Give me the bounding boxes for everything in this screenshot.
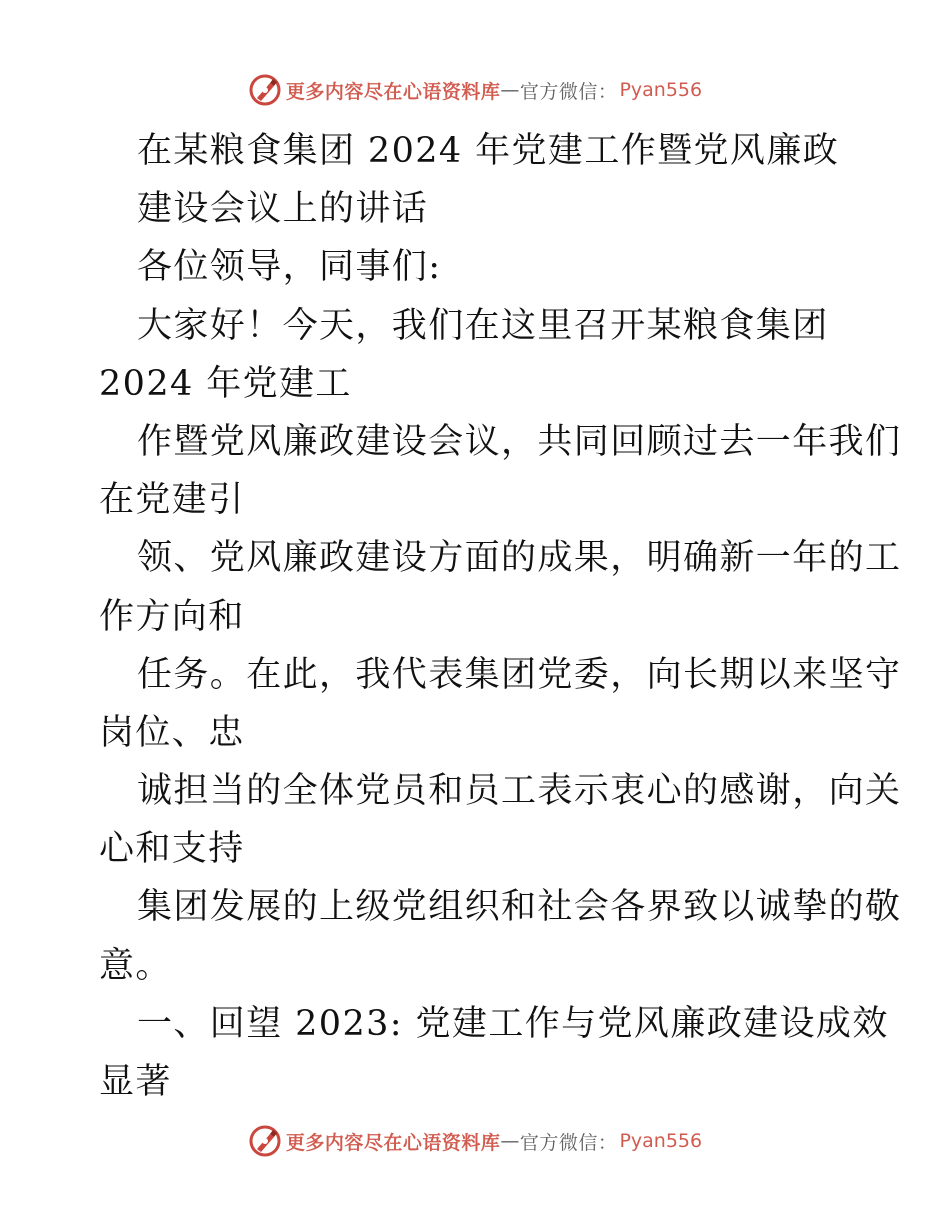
paragraph-line: 2024 年党建工	[99, 363, 352, 404]
paragraph-line: 心和支持	[99, 829, 245, 870]
paragraph-line: 领、党风廉政建设方面的成果，明确新一年的工	[137, 538, 902, 579]
paragraph-line: 在党建引	[99, 480, 245, 521]
paragraph-line: 大家好！今天，我们在这里召开某粮食集团	[137, 305, 829, 346]
paragraph-line: 意。	[99, 945, 172, 986]
section-heading-line: 显著	[99, 1062, 172, 1102]
document-body	[99, 122, 902, 1111]
pen-circle-logo-icon	[248, 73, 282, 107]
watermark-handle: Pyan556	[619, 79, 703, 101]
paragraph-line: 诚担当的全体党员和员工表示衷心的感谢，向关	[137, 771, 902, 812]
watermark-official-text: 官方微信：	[519, 1131, 618, 1154]
watermark-handle: Pyan556	[619, 1130, 703, 1152]
paragraph-line: 作暨党风廉政建设会议，共同回顾过去一年我们	[137, 421, 902, 462]
watermark-brand-text: 更多内容尽在心语资料库	[285, 1131, 501, 1154]
watermark-official-text: 官方微信：	[519, 80, 618, 103]
document-title-line-1: 在某粮食集团 2024 年党建工作暨党风廉政	[137, 131, 840, 171]
header-watermark	[0, 70, 950, 110]
document-title-line-2: 建设会议上的讲话	[137, 189, 429, 230]
watermark-separator: —	[500, 79, 520, 101]
watermark-brand-text: 更多内容尽在心语资料库	[285, 80, 501, 103]
footer-watermark	[0, 1121, 950, 1161]
salutation: 各位领导，同事们:	[137, 247, 442, 288]
paragraph-line: 作方向和	[99, 596, 245, 637]
section-heading-line: 一、回望 2023: 党建工作与党风廉政建设成效	[137, 1003, 889, 1044]
pen-circle-logo-icon	[248, 1124, 282, 1158]
paragraph-line: 集团发展的上级党组织和社会各界致以诚挚的敬	[137, 887, 902, 928]
paragraph-line: 岗位、忠	[99, 712, 245, 753]
watermark-separator: —	[500, 1130, 520, 1152]
paragraph-line: 任务。在此，我代表集团党委，向长期以来坚守	[137, 654, 902, 695]
